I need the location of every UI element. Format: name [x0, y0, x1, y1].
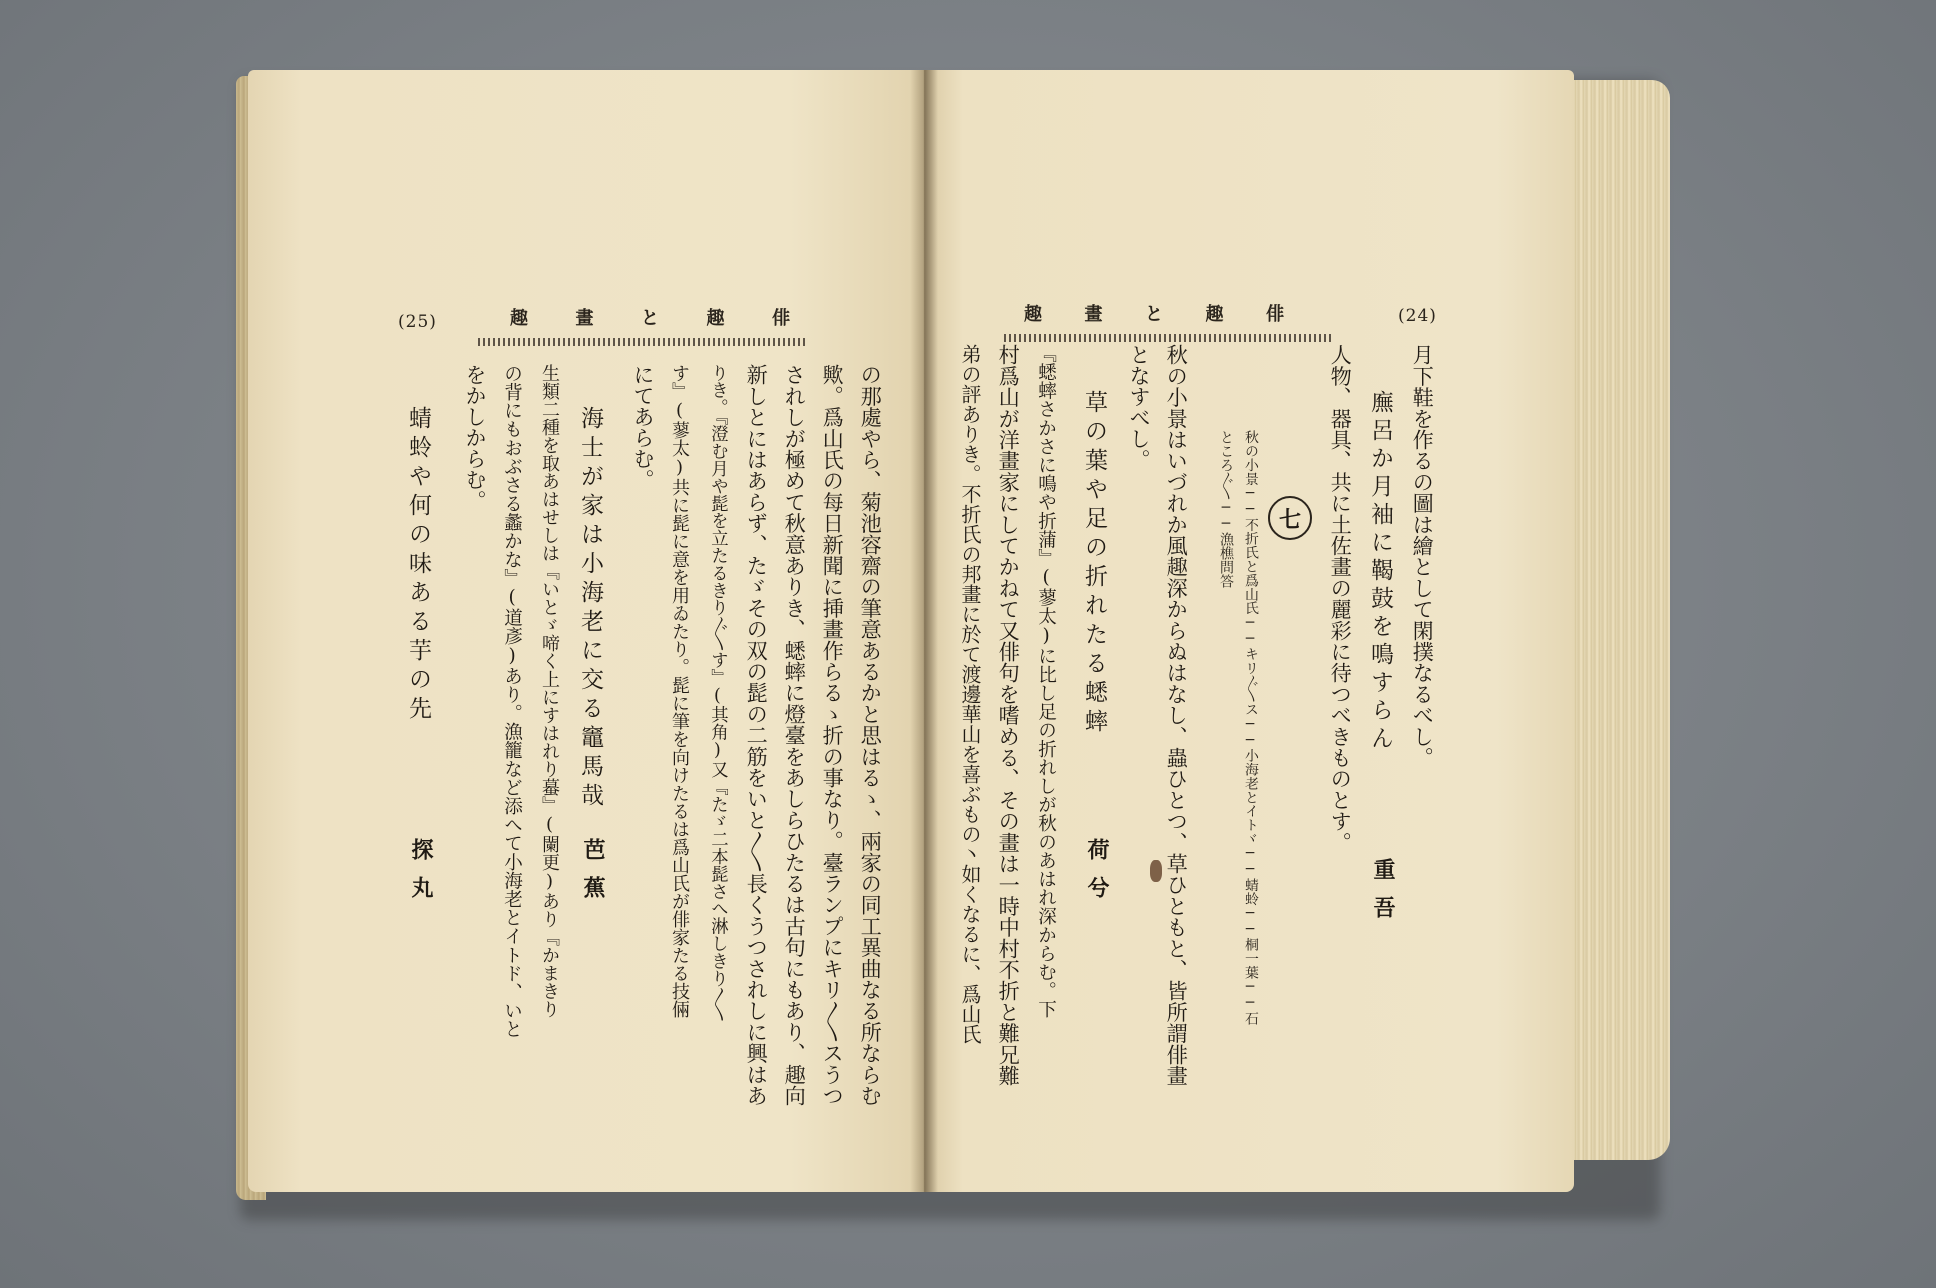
text-column: の背にもおぶさる蠡かな』(道彥)あり。漁籠など添へて小海老とイトド、いと: [501, 364, 523, 1039]
text-column: 人物、器具、共に土佐畫の麗彩に待つべきものとす。: [1328, 344, 1354, 853]
header-char: 趣: [706, 308, 725, 329]
text-column: 月下鞋を作るの圖は繪として閑撲なるべし。: [1410, 344, 1436, 768]
text-column: されしが極めて秋意ありき、蟋蟀に燈臺をあしらひたるは古句にもあり、趣向: [782, 364, 808, 1106]
right-page: [924, 70, 1574, 1192]
text-column: 新しとにはあらず、たゞその双の髭の二筋をいと〳〵長くうつされしに興はあ: [744, 364, 770, 1106]
header-char: と: [1145, 304, 1163, 325]
text-column: をかしからむ。: [463, 364, 487, 511]
book-gutter: [910, 70, 938, 1192]
ink-stain: [1150, 860, 1162, 882]
header-char: 趣: [510, 308, 528, 329]
text-column: す』(蓼太)共に髭に意を用ゐたり。髭に筆を向けたるは爲山氏が俳家たる技倆: [669, 364, 690, 1018]
text-column: 弟の評ありき。不折氏の邦畫に於て渡邊華山を喜ぶもの丶如くなるに、爲山氏: [958, 344, 982, 1044]
text-column: 秋の小景はいづれか風趣深からぬはなし、蟲ひとつ、草ひともと、皆所謂俳畫: [1164, 344, 1190, 1086]
header-char: 趣: [1205, 304, 1224, 325]
header-char: 畫: [1084, 304, 1103, 325]
text-column: 生類二種を取あはせしは『いとゞ啼く上にすはれり蟇』(闌更)あり『かまきり: [539, 364, 560, 1018]
section-subtitle: 秋の小景──不折氏と爲山氏──キリ〴〵ス──小海老とイトヾ──蜻蛉──桐一葉──石: [1242, 430, 1258, 1026]
section-subtitle: ところ〴〵──漁樵問答: [1218, 430, 1234, 588]
header-char: と: [641, 308, 659, 329]
page-number: (24): [1398, 306, 1437, 326]
section-number: 七: [1268, 496, 1312, 540]
header-char: 俳: [772, 308, 790, 329]
haiku: 草の葉や足の折れたる蟋蟀: [1081, 390, 1107, 738]
text-column: 『蟋蟀さかさに鳴や折蒲』(蓼太)に比し足の折れしが秋のあはれ深からむ。下: [1035, 344, 1057, 1019]
header-char: 趣: [1024, 304, 1042, 325]
header-rule: [478, 338, 808, 346]
header-char: 俳: [1266, 304, 1284, 325]
text-column: 村爲山が洋畫家にしてかねて又俳句を嗜める、その畫は一時中村不折と難兄難: [996, 344, 1022, 1086]
haiku: 廡呂か月袖に鞨鼓を鳴すらん: [1367, 390, 1393, 754]
haiku-author: 重吾: [1370, 858, 1396, 934]
text-column: 歟。爲山氏の每日新聞に挿畫作らるゝ折の事なり。臺ランプにキリ〳〵スうつ: [820, 364, 846, 1106]
open-book: [232, 62, 1672, 1214]
text-column: りき。『澄む月や髭を立たるきり〴〵す』(其角)又『たゞ二本髭さへ淋しきり〳〵: [707, 364, 728, 1022]
text-column: の那處やら、菊池容齋の筆意あるかと思はるゝ、兩家の同工異曲なる所ならむ: [858, 364, 884, 1106]
haiku-author: 芭蕉: [580, 838, 606, 914]
running-header: [510, 304, 790, 330]
text-column: となすべし。: [1127, 344, 1151, 470]
haiku-author: 探丸: [408, 838, 434, 914]
left-page: [248, 70, 924, 1192]
haiku: 海士が家は小海老に交る竈馬哉: [577, 406, 603, 812]
text-column: にてあらむ。: [631, 364, 655, 490]
header-rule: [1004, 334, 1334, 342]
haiku: 蜻蛉や何の味ある芋の先: [405, 406, 431, 725]
page-number: (25): [398, 312, 437, 332]
header-char: 畫: [575, 308, 594, 329]
running-header: [1024, 300, 1284, 326]
haiku-author: 荷兮: [1084, 838, 1110, 914]
